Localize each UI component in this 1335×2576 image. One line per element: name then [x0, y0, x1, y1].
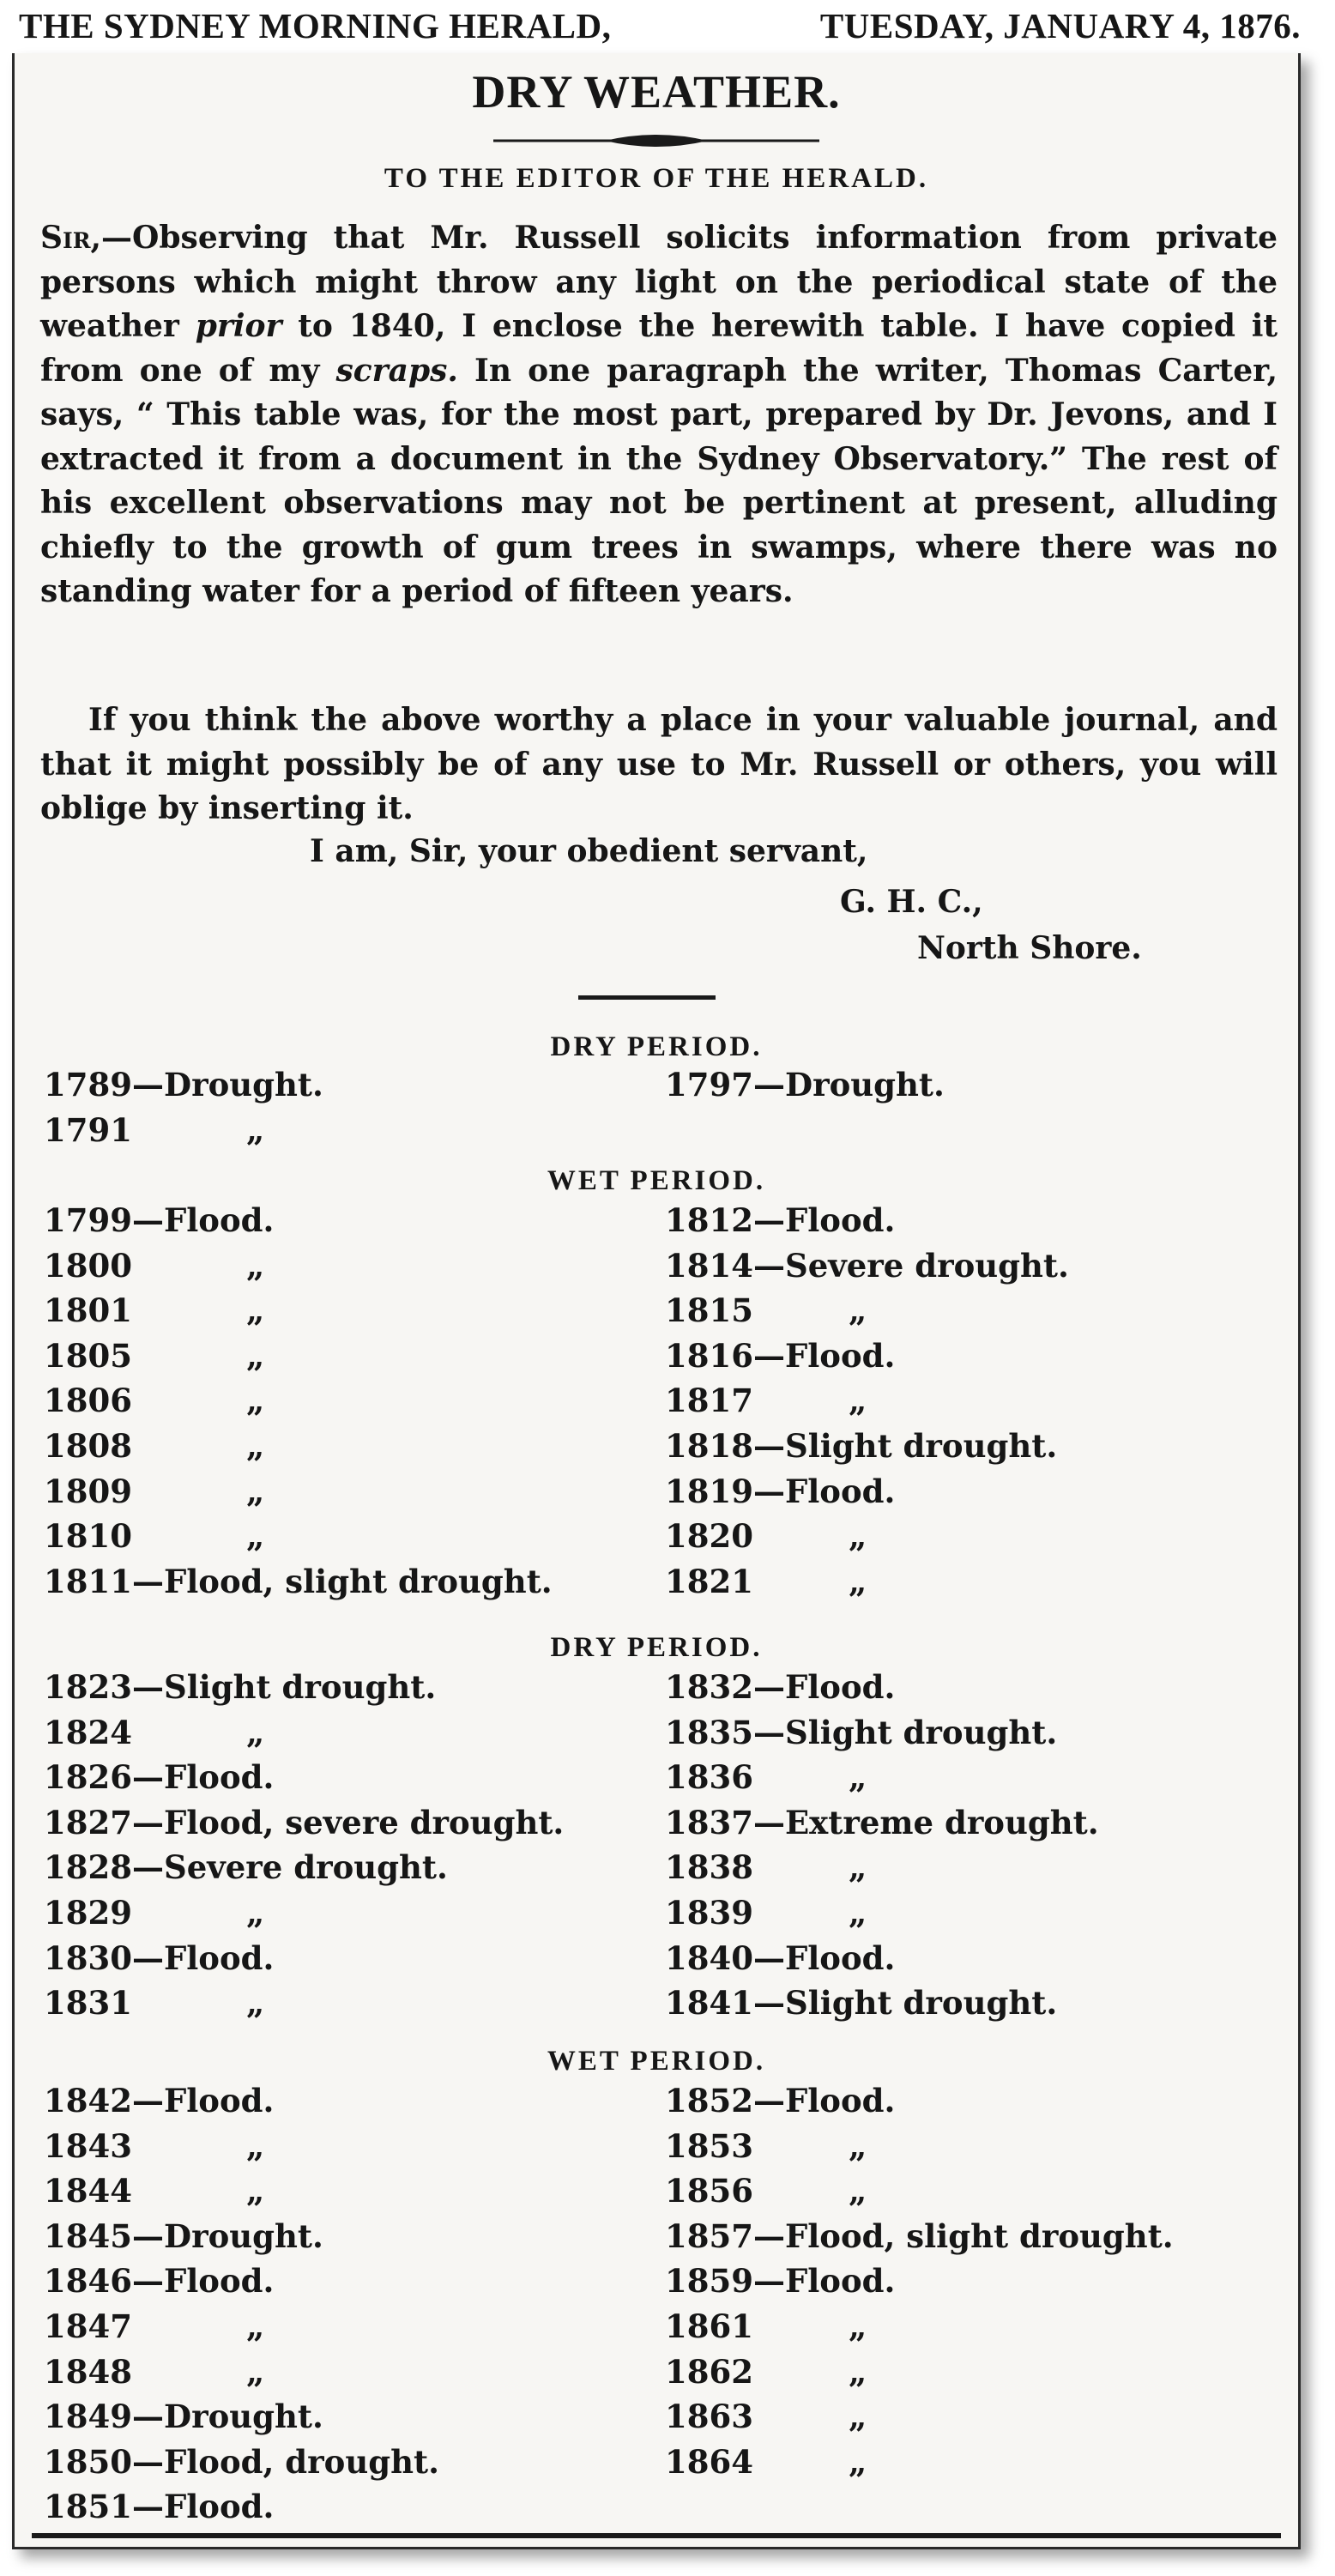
weather-note: —Severe drought. — [131, 1848, 448, 1887]
table-row — [665, 2352, 867, 2391]
ditto-mark: „ — [246, 1110, 265, 1149]
table-row — [665, 1894, 867, 1932]
year-label: 1817 — [665, 1382, 753, 1420]
weather-note: —Flood. — [131, 2488, 275, 2526]
weather-note: —Flood. — [752, 1668, 896, 1706]
table-row — [665, 1291, 867, 1330]
year-label: 1816 — [665, 1336, 753, 1375]
table-row — [665, 2172, 867, 2210]
year-label: 1863 — [665, 2398, 753, 2436]
table-row — [44, 1668, 436, 1706]
year-label: 1801 — [44, 1291, 132, 1330]
ditto-mark: „ — [849, 2442, 867, 2481]
ditto-mark: „ — [849, 1382, 867, 1420]
period-heading: WET PERIOD. — [547, 2046, 766, 2077]
table-row — [665, 2217, 1174, 2255]
year-label: 1823 — [44, 1668, 132, 1706]
ditto-mark: „ — [849, 1562, 867, 1600]
table-row — [44, 1848, 448, 1886]
italic-text: prior — [195, 308, 282, 344]
weather-note: —Flood. — [752, 1201, 896, 1239]
letter-paragraph-2: If you think the above worthy a place in your valuable journal, and that it might possibly be of any use to Mr. Russell or others, you will oblige by inserting it. — [40, 702, 1278, 826]
ditto-mark: „ — [246, 1894, 265, 1932]
table-row — [665, 1562, 867, 1600]
year-label: 1828 — [44, 1848, 132, 1887]
paragraph-text: to 1840, I enclose the herewith table. I have copied it from one of my — [40, 308, 1278, 389]
weather-note: —Flood. — [131, 1201, 275, 1239]
weather-note: —Extreme drought. — [752, 1803, 1099, 1841]
weather-note: —Flood. — [752, 2082, 896, 2119]
table-row — [44, 2443, 439, 2481]
table-row — [44, 2172, 265, 2210]
ditto-mark: „ — [246, 1427, 265, 1465]
ditto-mark: „ — [246, 1984, 265, 2023]
table-row — [44, 1382, 265, 1420]
table-row — [44, 1291, 265, 1330]
year-label: 1841 — [665, 1984, 753, 2023]
table-row — [44, 2398, 323, 2435]
table-row — [665, 1066, 945, 1104]
bottom-rule — [32, 2533, 1281, 2538]
year-label: 1852 — [665, 2082, 753, 2119]
letter-paragraph-1 — [40, 216, 1278, 614]
ditto-mark: „ — [246, 2172, 265, 2210]
year-label: 1814 — [665, 1246, 753, 1285]
weather-note: —Slight drought. — [752, 1984, 1058, 2023]
weather-note: —Drought. — [131, 2398, 323, 2436]
year-label: 1859 — [665, 2262, 753, 2301]
paragraph-text: In one paragraph the writer, Thomas Carter, says, “ This table was, for the most part, prepared by Dr. Jevons, and I extracted it from a document in the Sydney Observatory.” The rest of his excellent observations may not be pertinent at present, alluding chiefly to the growth of gum trees in swamps, where there was no standing water for a period of fifteen years. — [40, 352, 1278, 609]
year-label: 1812 — [665, 1201, 753, 1239]
year-label: 1851 — [44, 2488, 132, 2526]
weather-note: —Drought. — [752, 1066, 945, 1104]
year-label: 1861 — [665, 2307, 753, 2345]
table-row — [44, 1563, 553, 1600]
ditto-mark: „ — [246, 1472, 265, 1510]
weather-note: —Flood. — [752, 1472, 896, 1510]
article-headline: DRY WEATHER. — [472, 66, 841, 118]
year-label: 1808 — [44, 1427, 132, 1465]
table-row — [665, 1714, 1057, 1751]
table-row — [665, 2307, 867, 2345]
table-row — [44, 2307, 265, 2345]
table-row — [665, 1382, 867, 1420]
table-row — [665, 2398, 867, 2436]
table-row — [44, 1472, 265, 1510]
year-label: 1819 — [665, 1472, 753, 1510]
table-row — [44, 1201, 274, 1239]
table-row — [44, 2488, 274, 2525]
ditto-mark: „ — [246, 1246, 265, 1285]
ditto-mark: „ — [849, 2352, 867, 2391]
year-label: 1818 — [665, 1427, 753, 1465]
table-row — [44, 2082, 274, 2119]
weather-note: —Severe drought. — [752, 1246, 1069, 1285]
letter-subhead: TO THE EDITOR OF THE HERALD. — [384, 163, 929, 194]
table-row — [44, 1804, 564, 1841]
weather-note: —Slight drought. — [131, 1668, 437, 1706]
year-label: 1835 — [665, 1713, 753, 1751]
table-row — [665, 1517, 867, 1556]
table-row — [44, 2262, 274, 2300]
table-row — [665, 1939, 895, 1977]
table-row — [44, 1517, 265, 1556]
table-row — [44, 1336, 265, 1375]
year-label: 1840 — [665, 1938, 753, 1977]
year-label: 1809 — [44, 1472, 132, 1510]
year-label: 1789 — [44, 1066, 132, 1104]
weather-note: —Flood. — [131, 1758, 275, 1797]
year-label: 1864 — [665, 2442, 753, 2481]
table-row — [665, 1472, 895, 1510]
table-row — [44, 1246, 265, 1285]
signature-location: North Shore. — [917, 930, 1142, 966]
year-label: 1805 — [44, 1336, 132, 1375]
table-row — [665, 1427, 1057, 1465]
weather-note: —Flood. — [131, 2262, 275, 2301]
weather-note: —Flood, drought. — [131, 2442, 439, 2481]
year-label: 1829 — [44, 1894, 132, 1932]
year-label: 1811 — [44, 1562, 132, 1600]
table-row — [665, 1758, 867, 1797]
weather-note: —Flood, severe drought. — [131, 1803, 565, 1841]
ditto-mark: „ — [246, 1291, 265, 1330]
table-row — [665, 2082, 895, 2119]
year-label: 1845 — [44, 2216, 132, 2255]
year-label: 1853 — [665, 2126, 753, 2165]
salutation: Sir, — [40, 220, 102, 256]
period-heading: DRY PERIOD. — [550, 1031, 763, 1062]
weather-note: —Flood, slight drought. — [131, 1562, 553, 1600]
table-row — [44, 2126, 265, 2165]
ditto-mark: „ — [849, 1291, 867, 1330]
year-label: 1824 — [44, 1713, 132, 1751]
year-label: 1857 — [665, 2216, 753, 2255]
weather-note: —Drought. — [131, 1066, 323, 1104]
year-label: 1847 — [44, 2307, 132, 2345]
table-row — [44, 2352, 265, 2391]
newspaper-clipping — [12, 53, 1301, 2549]
signature-initials: G. H. C., — [840, 884, 983, 920]
year-label: 1799 — [44, 1201, 132, 1239]
year-label: 1842 — [44, 2082, 132, 2119]
year-label: 1849 — [44, 2398, 132, 2436]
year-label: 1850 — [44, 2442, 132, 2481]
masthead-date: TUESDAY, JANUARY 4, 1876. — [819, 6, 1301, 45]
year-label: 1791 — [44, 1110, 132, 1149]
weather-note: —Flood. — [752, 1336, 896, 1375]
year-label: 1820 — [665, 1517, 753, 1556]
year-label: 1827 — [44, 1803, 132, 1841]
year-label: 1836 — [665, 1758, 753, 1797]
ditto-mark: „ — [246, 1713, 265, 1751]
year-label: 1821 — [665, 1562, 753, 1600]
table-row — [44, 1066, 323, 1104]
year-label: 1810 — [44, 1517, 132, 1556]
year-label: 1797 — [665, 1066, 753, 1104]
table-row — [44, 1110, 265, 1149]
newspaper-masthead — [0, 0, 1335, 53]
ditto-mark: „ — [246, 1336, 265, 1375]
italic-text: scraps. — [335, 352, 458, 389]
weather-note: —Drought. — [131, 2216, 323, 2255]
table-row — [44, 1894, 265, 1932]
ditto-mark: „ — [246, 2126, 265, 2165]
masthead-title: THE SYDNEY MORNING HERALD, — [19, 6, 612, 45]
year-label: 1839 — [665, 1894, 753, 1932]
weather-note: —Flood. — [131, 1938, 275, 1977]
paragraph-text: —Observing that Mr. Russell solicits information from private persons which might throw any light on the periodical state of the weather — [40, 220, 1278, 344]
weather-note: —Slight drought. — [752, 1713, 1058, 1751]
table-row — [665, 1984, 1057, 2022]
weather-note: —Flood. — [752, 1938, 896, 1977]
ditto-mark: „ — [849, 1517, 867, 1556]
ditto-mark: „ — [246, 2307, 265, 2345]
table-row — [665, 1804, 1099, 1841]
table-row — [44, 1713, 265, 1751]
weather-note: —Flood, slight drought. — [752, 2216, 1174, 2255]
ditto-mark: „ — [246, 2352, 265, 2391]
ditto-mark: „ — [849, 2307, 867, 2345]
weather-note: —Slight drought. — [752, 1427, 1058, 1465]
table-row — [44, 1984, 265, 2023]
period-heading: DRY PERIOD. — [550, 1632, 763, 1663]
table-row — [44, 1939, 274, 1977]
ditto-mark: „ — [849, 1758, 867, 1797]
year-label: 1838 — [665, 1848, 753, 1887]
table-row — [665, 1668, 895, 1706]
table-row — [665, 1848, 867, 1887]
ditto-mark: „ — [849, 2172, 867, 2210]
year-label: 1846 — [44, 2262, 132, 2301]
ditto-mark: „ — [246, 1517, 265, 1556]
table-row — [665, 2262, 895, 2300]
ditto-mark: „ — [246, 1382, 265, 1420]
table-row — [44, 1758, 274, 1796]
table-row — [665, 2442, 867, 2481]
table-row — [665, 1247, 1069, 1285]
ditto-mark: „ — [849, 1848, 867, 1887]
table-row — [665, 1337, 895, 1375]
table-row — [665, 1201, 895, 1239]
year-label: 1806 — [44, 1382, 132, 1420]
year-label: 1831 — [44, 1984, 132, 2023]
year-label: 1826 — [44, 1758, 132, 1797]
weather-note: —Flood. — [752, 2262, 896, 2301]
weather-note: —Flood. — [131, 2082, 275, 2119]
year-label: 1848 — [44, 2352, 132, 2391]
ornament-divider-icon — [476, 124, 837, 158]
period-heading: WET PERIOD. — [547, 1165, 766, 1196]
ditto-mark: „ — [849, 2398, 867, 2436]
year-label: 1832 — [665, 1668, 753, 1706]
year-label: 1830 — [44, 1938, 132, 1977]
year-label: 1843 — [44, 2126, 132, 2165]
year-label: 1837 — [665, 1803, 753, 1841]
table-row — [44, 2217, 323, 2255]
year-label: 1862 — [665, 2352, 753, 2391]
letter-closing: I am, Sir, your obedient servant, — [310, 833, 868, 869]
section-divider — [578, 995, 716, 1000]
year-label: 1856 — [665, 2172, 753, 2210]
year-label: 1844 — [44, 2172, 132, 2210]
year-label: 1815 — [665, 1291, 753, 1330]
ditto-mark: „ — [849, 1894, 867, 1932]
ditto-mark: „ — [849, 2126, 867, 2165]
table-row — [665, 2126, 867, 2165]
table-row — [44, 1427, 265, 1465]
year-label: 1800 — [44, 1246, 132, 1285]
